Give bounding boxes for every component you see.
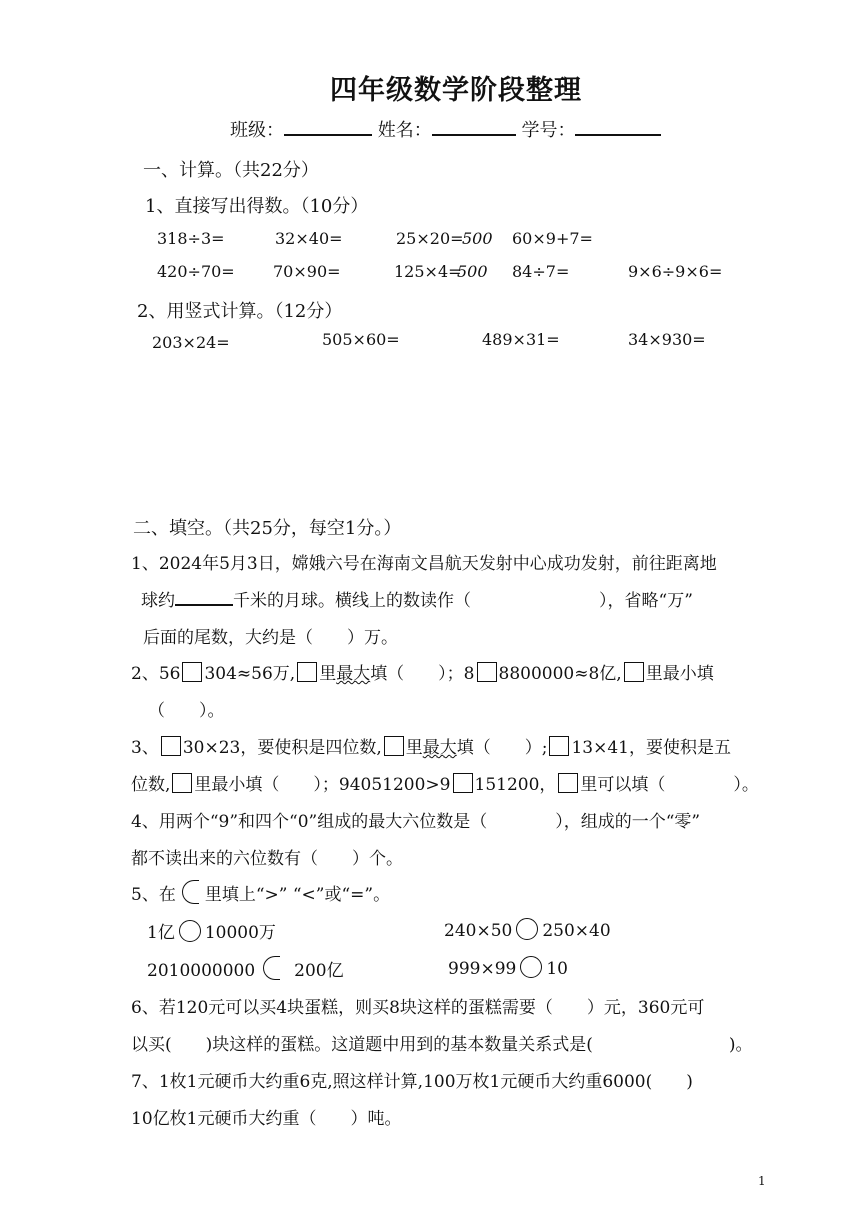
calc-item: 9×6÷9×6=: [628, 262, 723, 281]
class-label: 班级：: [230, 120, 284, 141]
compare-circle[interactable]: [520, 956, 542, 978]
page-title: 四年级数学阶段整理: [330, 75, 582, 106]
digit-box[interactable]: [297, 662, 317, 682]
calc-item: 32×40=: [275, 229, 343, 248]
compare-circle[interactable]: [179, 920, 201, 942]
digit-box[interactable]: [161, 736, 181, 756]
compare-circle-icon: [182, 880, 199, 904]
handwritten-answer: 500: [462, 229, 493, 248]
q1-title: 1、直接写出得数。（10分）: [145, 196, 369, 217]
section-2-title: 二、填空。（共25分，每空1分。）: [133, 518, 402, 539]
compare-item: 999×99 10: [448, 956, 568, 979]
digit-box[interactable]: [172, 773, 192, 793]
fill-q1-line2: 球约 千米的月球。横线上的数读作（ ），省略“万”: [141, 586, 693, 611]
name-field[interactable]: [432, 116, 516, 136]
calc-item: 489×31=: [482, 330, 560, 349]
compare-item: 240×50 250×40: [444, 918, 611, 941]
calc-item: 70×90=: [273, 262, 341, 281]
digit-box[interactable]: [453, 773, 473, 793]
calc-item: 60×9+7=: [512, 229, 593, 248]
page-number: 1: [758, 1174, 766, 1188]
compare-circle[interactable]: [516, 918, 538, 940]
fill-q6-line1: 6、若120元可以买4块蛋糕，则买8块这样的蛋糕需要（ ）元，360元可: [131, 998, 705, 1018]
fill-q3-line1: 3、 30×23，要使积是四位数, 里最大填（ ）; 13×41，要使积是五: [131, 738, 731, 758]
class-field[interactable]: [284, 116, 372, 136]
digit-box[interactable]: [549, 736, 569, 756]
q2-title: 2、用竖式计算。（12分）: [137, 301, 343, 322]
calc-item: 25×20=: [396, 229, 464, 248]
section-1-title: 一、计算。（共22分）: [143, 160, 319, 181]
calc-item: 505×60=: [322, 330, 400, 349]
fill-q3-line2: 位数, 里最小填（ ）；94051200>9 151200， 里可以填（ ）。: [131, 775, 759, 795]
fill-q1-line3: 后面的尾数，大约是（ ）万。: [143, 628, 398, 648]
digit-box[interactable]: [624, 662, 644, 682]
calc-item: 84÷7=: [512, 262, 570, 281]
student-info-row: [230, 116, 661, 142]
fill-q2-line2: （ ）。: [148, 701, 225, 721]
calc-item: 318÷3=: [157, 229, 225, 248]
calc-item: 34×930=: [628, 330, 706, 349]
digit-box[interactable]: [558, 773, 578, 793]
compare-item: 2010000000 200亿: [147, 956, 344, 981]
fill-q1-line1: 1、2024年5月3日，嫦娥六号在海南文昌航天发射中心成功发射，前往距离地: [131, 554, 717, 574]
calc-item: 125×4=: [394, 262, 462, 281]
fill-q6-line2: 以买( )块这样的蛋糕。这道题中用到的基本数量关系式是( )。: [131, 1035, 753, 1055]
fill-q7-line1: 7、1枚1元硬币大约重6克,照这样计算,100万枚1元硬币大约重6000( ): [131, 1072, 693, 1092]
fill-q4-line2: 都不读出来的六位数有（ ）个。: [131, 849, 403, 869]
calc-item: 203×24=: [152, 333, 230, 352]
fill-q2-line1: 2、56 304≈56万, 里最大填（ ）；8 8800000≈8亿, 里最小填: [131, 664, 714, 684]
id-field[interactable]: [575, 116, 661, 136]
name-label: 姓名：: [377, 120, 432, 141]
id-label: 学号：: [521, 120, 576, 141]
compare-circle[interactable]: [263, 956, 280, 980]
answer-blank[interactable]: [175, 586, 233, 606]
calc-item: 420÷70=: [157, 262, 235, 281]
digit-box[interactable]: [384, 736, 404, 756]
fill-q7-line2: 10亿枚1元硬币大约重（ ）吨。: [131, 1109, 402, 1129]
compare-item: 1亿 10000万: [147, 918, 276, 943]
fill-q5-title: 5、在 里填上“>” “<”或“=”。: [131, 880, 390, 905]
digit-box[interactable]: [182, 662, 202, 682]
handwritten-answer: 500: [457, 262, 488, 281]
digit-box[interactable]: [477, 662, 497, 682]
fill-q4-line1: 4、用两个“9”和四个“0”组成的最大六位数是（ ），组成的一个“零”: [131, 812, 701, 832]
